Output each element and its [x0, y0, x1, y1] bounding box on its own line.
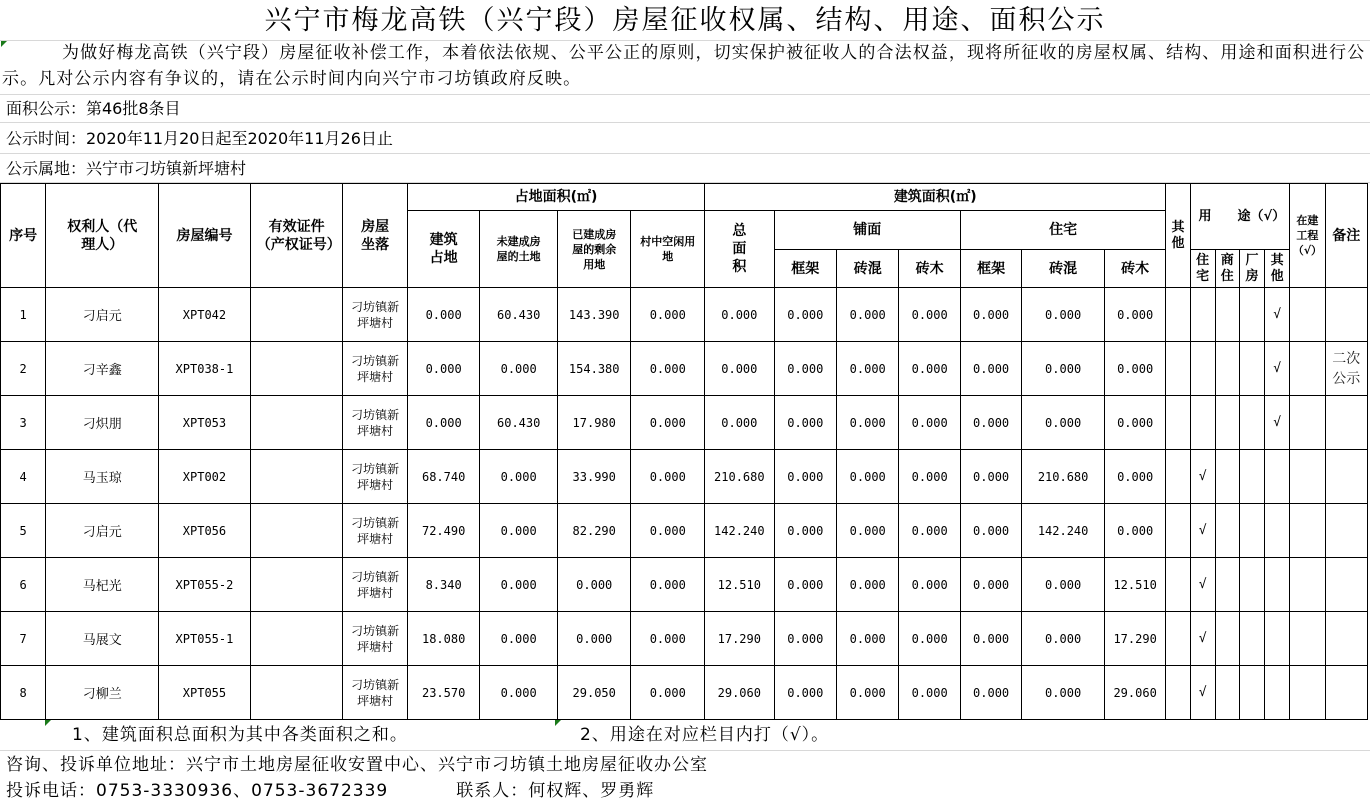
table-row — [1, 342, 1368, 396]
header-village-vacant: 村中空闲用地 — [631, 211, 705, 288]
cell-usage-factory — [1239, 450, 1264, 504]
header-cert: 有效证件（产权证号） — [250, 184, 343, 288]
cell-house-no: XPT042 — [159, 288, 251, 342]
header-built-footprint: 建筑占地 — [407, 211, 480, 288]
cell-shop-brick: 0.000 — [837, 450, 899, 504]
intro-paragraph — [0, 40, 1370, 95]
cell-vacant: 0.000 — [631, 342, 705, 396]
cell-built: 0.000 — [407, 396, 480, 450]
cell-shop-frame: 0.000 — [774, 504, 836, 558]
cell-usage-residence — [1190, 396, 1215, 450]
cell-house-no: XPT055-1 — [159, 612, 251, 666]
note-1: 1、建筑面积总面积为其中各类面积之和。 — [72, 725, 408, 745]
cell-remark — [1325, 504, 1367, 558]
cell-unbuilt: 0.000 — [480, 666, 558, 720]
table-row — [1, 558, 1368, 612]
cell-shop-wood: 0.000 — [899, 558, 960, 612]
cell-res-wood: 0.000 — [1104, 450, 1165, 504]
header-shop: 铺面 — [774, 211, 960, 250]
header-land-area: 占地面积(㎡) — [407, 184, 704, 211]
contact-address: 咨询、投诉单位地址：兴宁市土地房屋征收安置中心、兴宁市刁坊镇土地房屋征收办公室 — [6, 755, 708, 775]
cell-res-frame: 0.000 — [960, 558, 1021, 612]
cell-location: 刁坊镇新坪塘村 — [343, 666, 407, 720]
header-total-area: 总面积 — [705, 211, 775, 288]
cell-remaining: 0.000 — [557, 558, 631, 612]
cell-remaining: 143.390 — [557, 288, 631, 342]
header-remark: 备注 — [1325, 184, 1367, 288]
cell-shop-brick: 0.000 — [837, 666, 899, 720]
cell-res-wood: 0.000 — [1104, 504, 1165, 558]
cell-total: 0.000 — [705, 288, 775, 342]
cell-res-brick: 0.000 — [1022, 558, 1105, 612]
cell-seq: 3 — [1, 396, 46, 450]
cell-house-no: XPT002 — [159, 450, 251, 504]
cell-shop-wood: 0.000 — [899, 666, 960, 720]
cell-location: 刁坊镇新坪塘村 — [343, 612, 407, 666]
cell-unbuilt: 0.000 — [480, 612, 558, 666]
table-row — [1, 450, 1368, 504]
cell-built: 23.570 — [407, 666, 480, 720]
cell-usage-residence: √ — [1190, 450, 1215, 504]
cell-res-frame: 0.000 — [960, 450, 1021, 504]
cell-vacant: 0.000 — [631, 288, 705, 342]
cell-vacant: 0.000 — [631, 612, 705, 666]
cell-remaining: 0.000 — [557, 612, 631, 666]
cell-shop-brick: 0.000 — [837, 504, 899, 558]
cell-built: 8.340 — [407, 558, 480, 612]
cell-remaining: 33.990 — [557, 450, 631, 504]
cell-res-frame: 0.000 — [960, 396, 1021, 450]
cell-location: 刁坊镇新坪塘村 — [343, 396, 407, 450]
cell-usage-other — [1265, 558, 1290, 612]
expropriation-table — [0, 183, 1368, 720]
cell-owner: 刁柳兰 — [46, 666, 159, 720]
cell-unbuilt: 60.430 — [480, 288, 558, 342]
cell-in-construction — [1290, 450, 1325, 504]
cell-house-no: XPT038-1 — [159, 342, 251, 396]
cell-seq: 1 — [1, 288, 46, 342]
page-title: 兴宁市梅龙高铁（兴宁段）房屋征收权属、结构、用途、面积公示 — [0, 0, 1370, 41]
cell-usage-other — [1265, 450, 1290, 504]
cell-in-construction — [1290, 612, 1325, 666]
cell-shop-brick: 0.000 — [837, 342, 899, 396]
contact-phone-row — [0, 778, 1370, 804]
header-remaining-land: 已建成房屋的剩余用地 — [557, 211, 631, 288]
cell-other — [1166, 342, 1190, 396]
cell-res-wood: 0.000 — [1104, 396, 1165, 450]
cell-location: 刁坊镇新坪塘村 — [343, 342, 407, 396]
cell-usage-residence: √ — [1190, 612, 1215, 666]
cell-vacant: 0.000 — [631, 396, 705, 450]
cell-seq: 2 — [1, 342, 46, 396]
cell-usage-other — [1265, 666, 1290, 720]
cell-usage-residence: √ — [1190, 558, 1215, 612]
cell-total: 29.060 — [705, 666, 775, 720]
cell-shop-brick: 0.000 — [837, 288, 899, 342]
cell-usage-commercial — [1215, 342, 1239, 396]
cell-res-frame: 0.000 — [960, 342, 1021, 396]
cell-shop-frame: 0.000 — [774, 342, 836, 396]
header-shop-wood: 砖木 — [899, 250, 960, 288]
notice-time: 公示时间：2020年11月20日起至2020年11月26日止 — [0, 123, 1370, 154]
cell-remark — [1325, 450, 1367, 504]
cell-usage-commercial — [1215, 612, 1239, 666]
cell-cert — [250, 288, 343, 342]
cell-unbuilt: 60.430 — [480, 396, 558, 450]
cell-usage-other: √ — [1265, 288, 1290, 342]
cell-in-construction — [1290, 288, 1325, 342]
cell-remaining: 154.380 — [557, 342, 631, 396]
cell-shop-wood: 0.000 — [899, 612, 960, 666]
cell-remark — [1325, 288, 1367, 342]
cell-location: 刁坊镇新坪塘村 — [343, 558, 407, 612]
cell-remark — [1325, 612, 1367, 666]
cell-res-wood: 0.000 — [1104, 342, 1165, 396]
cell-usage-residence — [1190, 288, 1215, 342]
cell-remark — [1325, 558, 1367, 612]
cell-built: 68.740 — [407, 450, 480, 504]
cell-res-brick: 142.240 — [1022, 504, 1105, 558]
header-other: 其他 — [1166, 184, 1190, 288]
cell-usage-factory — [1239, 396, 1264, 450]
cell-in-construction — [1290, 558, 1325, 612]
cell-unbuilt: 0.000 — [480, 504, 558, 558]
cell-usage-residence: √ — [1190, 504, 1215, 558]
cell-cert — [250, 342, 343, 396]
cell-house-no: XPT053 — [159, 396, 251, 450]
cell-in-construction — [1290, 396, 1325, 450]
cell-total: 142.240 — [705, 504, 775, 558]
cell-other — [1166, 396, 1190, 450]
cell-usage-factory — [1239, 558, 1264, 612]
cell-shop-frame: 0.000 — [774, 666, 836, 720]
cell-in-construction — [1290, 666, 1325, 720]
cell-res-frame: 0.000 — [960, 612, 1021, 666]
header-unbuilt-land: 未建成房屋的土地 — [480, 211, 558, 288]
cell-location: 刁坊镇新坪塘村 — [343, 504, 407, 558]
cell-vacant: 0.000 — [631, 504, 705, 558]
cell-cert — [250, 450, 343, 504]
cell-location: 刁坊镇新坪塘村 — [343, 288, 407, 342]
cell-usage-commercial — [1215, 396, 1239, 450]
cell-owner: 刁启元 — [46, 288, 159, 342]
cell-shop-wood: 0.000 — [899, 342, 960, 396]
header-owner: 权利人（代理人） — [46, 184, 159, 288]
cell-usage-factory — [1239, 612, 1264, 666]
cell-total: 210.680 — [705, 450, 775, 504]
cell-unbuilt: 0.000 — [480, 558, 558, 612]
cell-other — [1166, 504, 1190, 558]
cell-usage-factory — [1239, 504, 1264, 558]
cell-other — [1166, 612, 1190, 666]
header-usage: 用 途（√） — [1190, 184, 1290, 250]
header-seq: 序号 — [1, 184, 46, 288]
cell-cert — [250, 558, 343, 612]
cell-shop-frame: 0.000 — [774, 288, 836, 342]
cell-vacant: 0.000 — [631, 558, 705, 612]
cell-built: 0.000 — [407, 288, 480, 342]
table-row — [1, 666, 1368, 720]
cell-remark: 二次公示 — [1325, 342, 1367, 396]
cell-res-brick: 0.000 — [1022, 342, 1105, 396]
cell-cert — [250, 504, 343, 558]
table-row — [1, 288, 1368, 342]
cell-remark — [1325, 666, 1367, 720]
cell-shop-brick: 0.000 — [837, 396, 899, 450]
cell-shop-frame: 0.000 — [774, 612, 836, 666]
cell-usage-factory — [1239, 288, 1264, 342]
cell-shop-wood: 0.000 — [899, 396, 960, 450]
cell-shop-frame: 0.000 — [774, 450, 836, 504]
header-in-construction: 在建工程（√） — [1290, 184, 1325, 288]
cell-remaining: 29.050 — [557, 666, 631, 720]
cell-shop-brick: 0.000 — [837, 558, 899, 612]
cell-built: 18.080 — [407, 612, 480, 666]
cell-res-brick: 0.000 — [1022, 666, 1105, 720]
cell-shop-brick: 0.000 — [837, 612, 899, 666]
cell-total: 12.510 — [705, 558, 775, 612]
cell-res-brick: 0.000 — [1022, 288, 1105, 342]
header-location: 房屋坐落 — [343, 184, 407, 288]
header-usage-commercial: 商住 — [1215, 250, 1239, 288]
cell-owner: 刁启元 — [46, 504, 159, 558]
cell-remark — [1325, 396, 1367, 450]
cell-cert — [250, 666, 343, 720]
cell-usage-factory — [1239, 666, 1264, 720]
cell-usage-other: √ — [1265, 396, 1290, 450]
cell-remaining: 17.980 — [557, 396, 631, 450]
cell-seq: 5 — [1, 504, 46, 558]
cell-res-frame: 0.000 — [960, 666, 1021, 720]
header-building-area: 建筑面积(㎡) — [705, 184, 1166, 211]
cell-shop-wood: 0.000 — [899, 504, 960, 558]
cell-usage-residence: √ — [1190, 666, 1215, 720]
cell-unbuilt: 0.000 — [480, 342, 558, 396]
cell-cert — [250, 396, 343, 450]
cell-usage-commercial — [1215, 450, 1239, 504]
cell-res-wood: 12.510 — [1104, 558, 1165, 612]
table-row — [1, 396, 1368, 450]
header-res-wood: 砖木 — [1104, 250, 1165, 288]
header-usage-other: 其他 — [1265, 250, 1290, 288]
cell-in-construction — [1290, 342, 1325, 396]
cell-usage-other — [1265, 612, 1290, 666]
cell-vacant: 0.000 — [631, 450, 705, 504]
area-notice: 面积公示：第46批8条目 — [0, 94, 1370, 123]
cell-other — [1166, 450, 1190, 504]
cell-seq: 8 — [1, 666, 46, 720]
header-house-no: 房屋编号 — [159, 184, 251, 288]
cell-seq: 7 — [1, 612, 46, 666]
cell-unbuilt: 0.000 — [480, 450, 558, 504]
cell-vacant: 0.000 — [631, 666, 705, 720]
cell-total: 0.000 — [705, 396, 775, 450]
cell-total: 0.000 — [705, 342, 775, 396]
table-row — [1, 504, 1368, 558]
cell-res-wood: 17.290 — [1104, 612, 1165, 666]
note-2: 2、用途在对应栏目内打（√）。 — [580, 725, 830, 745]
cell-usage-commercial — [1215, 288, 1239, 342]
cell-seq: 4 — [1, 450, 46, 504]
cell-house-no: XPT055 — [159, 666, 251, 720]
header-res-frame: 框架 — [960, 250, 1021, 288]
intro-text: 为做好梅龙高铁（兴宁段）房屋征收补偿工作，本着依法依规、公平公正的原则，切实保护被征收人的合法权益，现将所征收的房屋权属、结构、用途和面积进行公示。凡对公示内容有争议的，请在公示时间内向兴宁市刁坊镇政府反映。 — [2, 43, 1366, 89]
notice-location: 公示属地：兴宁市刁坊镇新坪塘村 — [0, 154, 1370, 183]
cell-shop-wood: 0.000 — [899, 450, 960, 504]
cell-shop-frame: 0.000 — [774, 396, 836, 450]
cell-res-frame: 0.000 — [960, 504, 1021, 558]
cell-res-brick: 210.680 — [1022, 450, 1105, 504]
cell-shop-frame: 0.000 — [774, 558, 836, 612]
cell-owner: 马杞光 — [46, 558, 159, 612]
cell-location: 刁坊镇新坪塘村 — [343, 450, 407, 504]
cell-usage-other — [1265, 504, 1290, 558]
cell-owner: 刁辛鑫 — [46, 342, 159, 396]
cell-usage-other: √ — [1265, 342, 1290, 396]
cell-total: 17.290 — [705, 612, 775, 666]
cell-res-brick: 0.000 — [1022, 612, 1105, 666]
cell-cert — [250, 612, 343, 666]
header-usage-factory: 厂房 — [1239, 250, 1264, 288]
notes-row — [0, 720, 1370, 751]
cell-owner: 刁炽朋 — [46, 396, 159, 450]
cell-res-brick: 0.000 — [1022, 396, 1105, 450]
cell-other — [1166, 558, 1190, 612]
cell-res-wood: 0.000 — [1104, 288, 1165, 342]
contact-person: 联系人：何权辉、罗勇辉 — [456, 781, 655, 801]
header-shop-brick: 砖混 — [837, 250, 899, 288]
cell-built: 72.490 — [407, 504, 480, 558]
cell-usage-commercial — [1215, 558, 1239, 612]
cell-other — [1166, 666, 1190, 720]
table-row — [1, 612, 1368, 666]
cell-shop-wood: 0.000 — [899, 288, 960, 342]
header-usage-residence: 住宅 — [1190, 250, 1215, 288]
header-shop-frame: 框架 — [774, 250, 836, 288]
cell-owner: 马展文 — [46, 612, 159, 666]
cell-built: 0.000 — [407, 342, 480, 396]
table-body — [1, 288, 1368, 720]
header-residence: 住宅 — [960, 211, 1165, 250]
cell-in-construction — [1290, 504, 1325, 558]
header-res-brick: 砖混 — [1022, 250, 1105, 288]
contact-phone: 投诉电话：0753-3330936、0753-3672339 — [6, 781, 389, 801]
cell-house-no: XPT056 — [159, 504, 251, 558]
cell-owner: 马玉琼 — [46, 450, 159, 504]
cell-seq: 6 — [1, 558, 46, 612]
cell-remaining: 82.290 — [557, 504, 631, 558]
cell-house-no: XPT055-2 — [159, 558, 251, 612]
cell-usage-commercial — [1215, 666, 1239, 720]
cell-res-wood: 29.060 — [1104, 666, 1165, 720]
cell-usage-residence — [1190, 342, 1215, 396]
cell-usage-commercial — [1215, 504, 1239, 558]
cell-res-frame: 0.000 — [960, 288, 1021, 342]
cell-other — [1166, 288, 1190, 342]
cell-usage-factory — [1239, 342, 1264, 396]
